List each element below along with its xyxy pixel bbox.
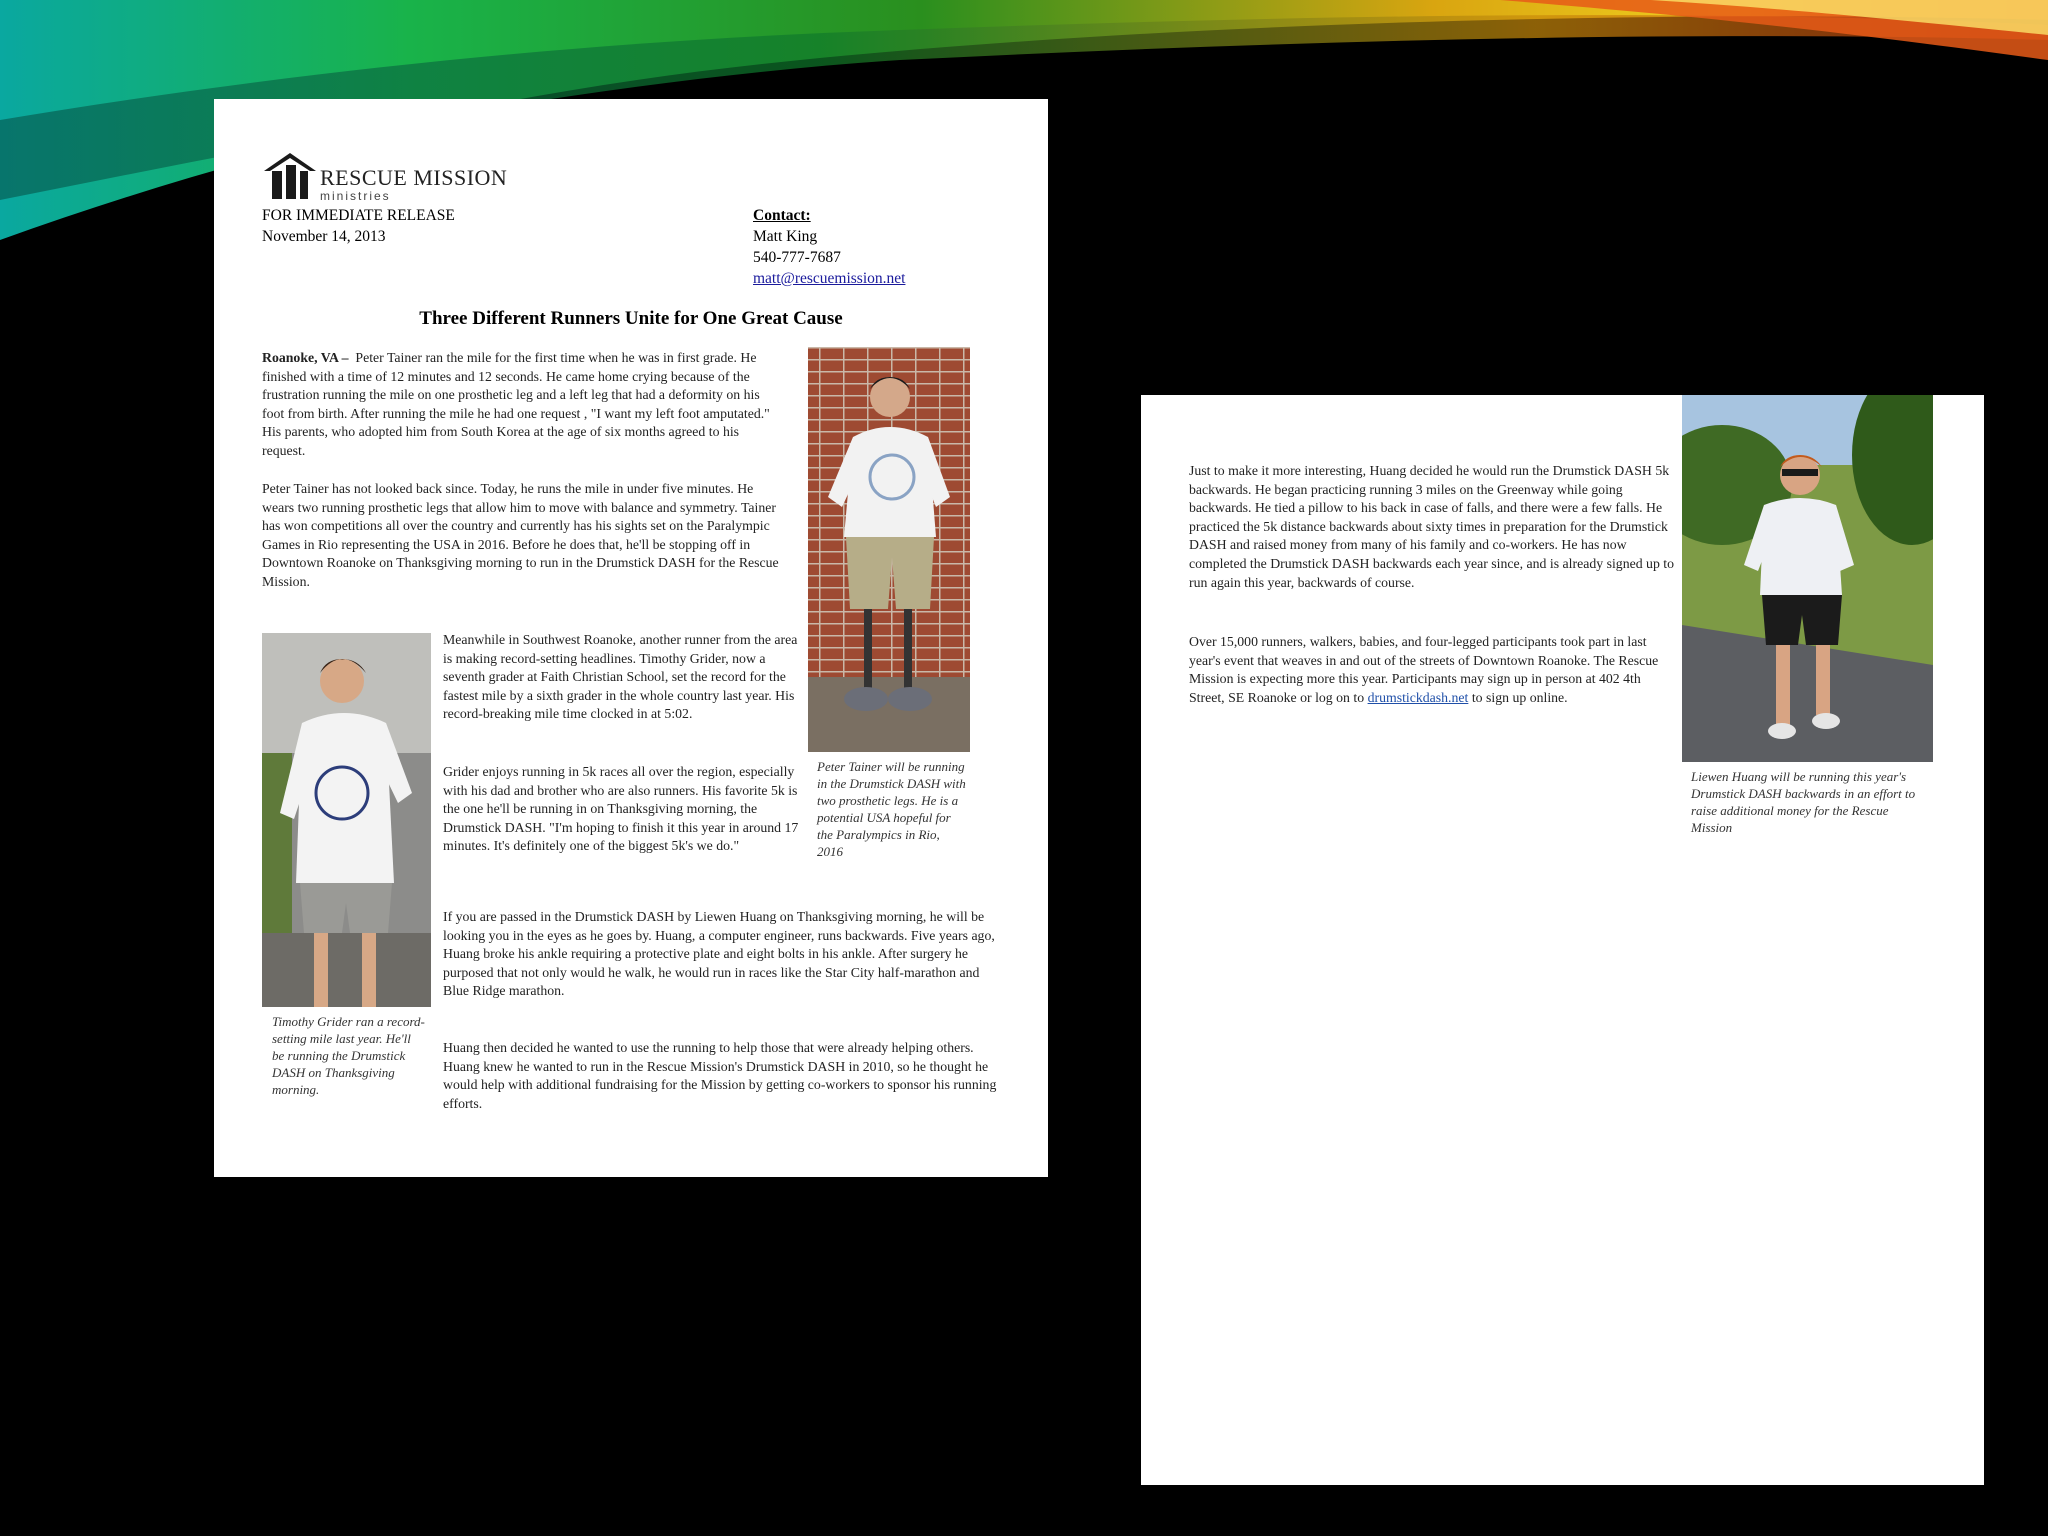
paragraph-1-text: Peter Tainer ran the mile for the first time when he was in first grade. He finished with a time of 12 minutes and 12 seconds. He came home crying because of the frustration running the mile on one prosthetic leg and a left leg that had a deformity on his foot from birth. After running the mile he had one request , "I want my left foot amputated." His parents, who adopted him from South Korea at the age of six months agreed to his request. (262, 350, 770, 458)
paragraph-3: Meanwhile in Southwest Roanoke, another runner from the area is making record-setting headlines. Timothy Grider, now a seventh grader at Faith Christian School, set the record for the fastest mile by a sixth grader in the whole country last year. His record-breaking mile time clocked in at 5:02. (443, 632, 798, 722)
press-release-page-1 (214, 99, 1048, 1177)
release-label: FOR IMMEDIATE RELEASE (262, 207, 455, 224)
page2-paragraph-2-end: to sign up online. (1471, 689, 1568, 705)
drumstickdash-link[interactable]: drumstickdash.net (1367, 689, 1469, 705)
photo-timothy-grider (262, 633, 431, 1007)
page2-paragraph-2-text: Over 15,000 runners, walkers, babies, and four-legged participants took part in last year's event that weaves in and out of the streets of Downtown Roanoke. The Rescue Mission is expecting more this year. Participants may sign up in person at 402 4th Street, SE Roanoke or log on to (1189, 634, 1659, 705)
page2-paragraph-2 (1189, 633, 1675, 707)
logo-name: RESCUE MISSION (320, 165, 508, 190)
caption-timothy-grider: Timothy Grider ran a record-setting mile last year. He'll be running the Drumstick DASH on Thanksgiving morning. (272, 1014, 425, 1097)
dateline: Roanoke, VA – (262, 350, 349, 365)
caption-liewen-huang: Liewen Huang will be running this year's Drumstick DASH backwards in an effort to raise additional money for the Rescue Mission (1691, 769, 1916, 835)
paragraph-5: If you are passed in the Drumstick DASH by Liewen Huang on Thanksgiving morning, he will be looking you in the eyes as he goes by. Huang, a computer engineer, runs backwards. Five years ago, Huang broke his ankle requiring a protective plate and eight bolts in his ankle. After surgery he purposed that not only would he walk, he would run in races like the Star City half-marathon and Blue Ridge marathon. (443, 909, 995, 999)
paragraph-2: Peter Tainer has not looked back since. Today, he runs the mile in under five minutes. He wears two running prosthetic legs that allow him to move with balance and symmetry. Tainer has won competitions all over the country and currently has his sights set on the Paralympic Games in Rio representing the USA in 2016. Before he does that, he'll be stopping off in Downtown Roanoke on Thanksgiving morning to run in the Drumstick DASH for the Rescue Mission. (262, 481, 779, 589)
rescue-mission-logo (264, 151, 524, 201)
press-release-page-2 (1141, 395, 1984, 1485)
house-logo-icon (264, 151, 316, 199)
release-info (262, 205, 455, 247)
paragraph-1 (262, 349, 784, 461)
paragraph-4: Grider enjoys running in 5k races all over the region, especially with his dad and brother who are also runners. His favorite 5k is the one he'll be running in on Thanksgiving morning, the Drumstick DASH. "I'm hoping to finish it this year in around 17 minutes. It's definitely one of the biggest 5k's we do." (443, 764, 799, 854)
contact-email-link[interactable]: matt@rescuemission.net (753, 270, 906, 287)
contact-block (753, 205, 905, 289)
contact-phone: 540-777-7687 (753, 249, 841, 266)
contact-label: Contact: (753, 207, 811, 224)
photo-liewen-huang (1682, 395, 1933, 762)
logo-subtitle: ministries (320, 189, 391, 203)
contact-name: Matt King (753, 228, 818, 245)
release-date: November 14, 2013 (262, 228, 386, 245)
photo-peter-tainer (808, 347, 970, 752)
caption-peter-tainer: Peter Tainer will be running in the Drumstick DASH with two prosthetic legs. He is a potential USA hopeful for the Paralympics in Rio, 2016 (817, 759, 966, 859)
headline: Three Different Runners Unite for One Great Cause (419, 308, 843, 329)
paragraph-6: Huang then decided he wanted to use the running to help those that were already helping others. Huang knew he wanted to run in the Rescue Mission's Drumstick DASH in 2010, so he thought he would help with additional fundraising for the Mission by getting co-workers to sponsor his running efforts. (443, 1040, 997, 1111)
page2-paragraph-1: Just to make it more interesting, Huang decided he would run the Drumstick DASH 5k backwards. He began practicing running 3 miles on the Greenway while going backwards. He tied a pillow to his back in case of falls, and there were a few falls. He practiced the 5k distance backwards about sixty times in preparation for the Drumstick DASH and raised money from many of his family and co-workers. He has now completed the Drumstick DASH backwards each year since, and is already signed up to run again this year, backwards of course. (1189, 463, 1675, 590)
